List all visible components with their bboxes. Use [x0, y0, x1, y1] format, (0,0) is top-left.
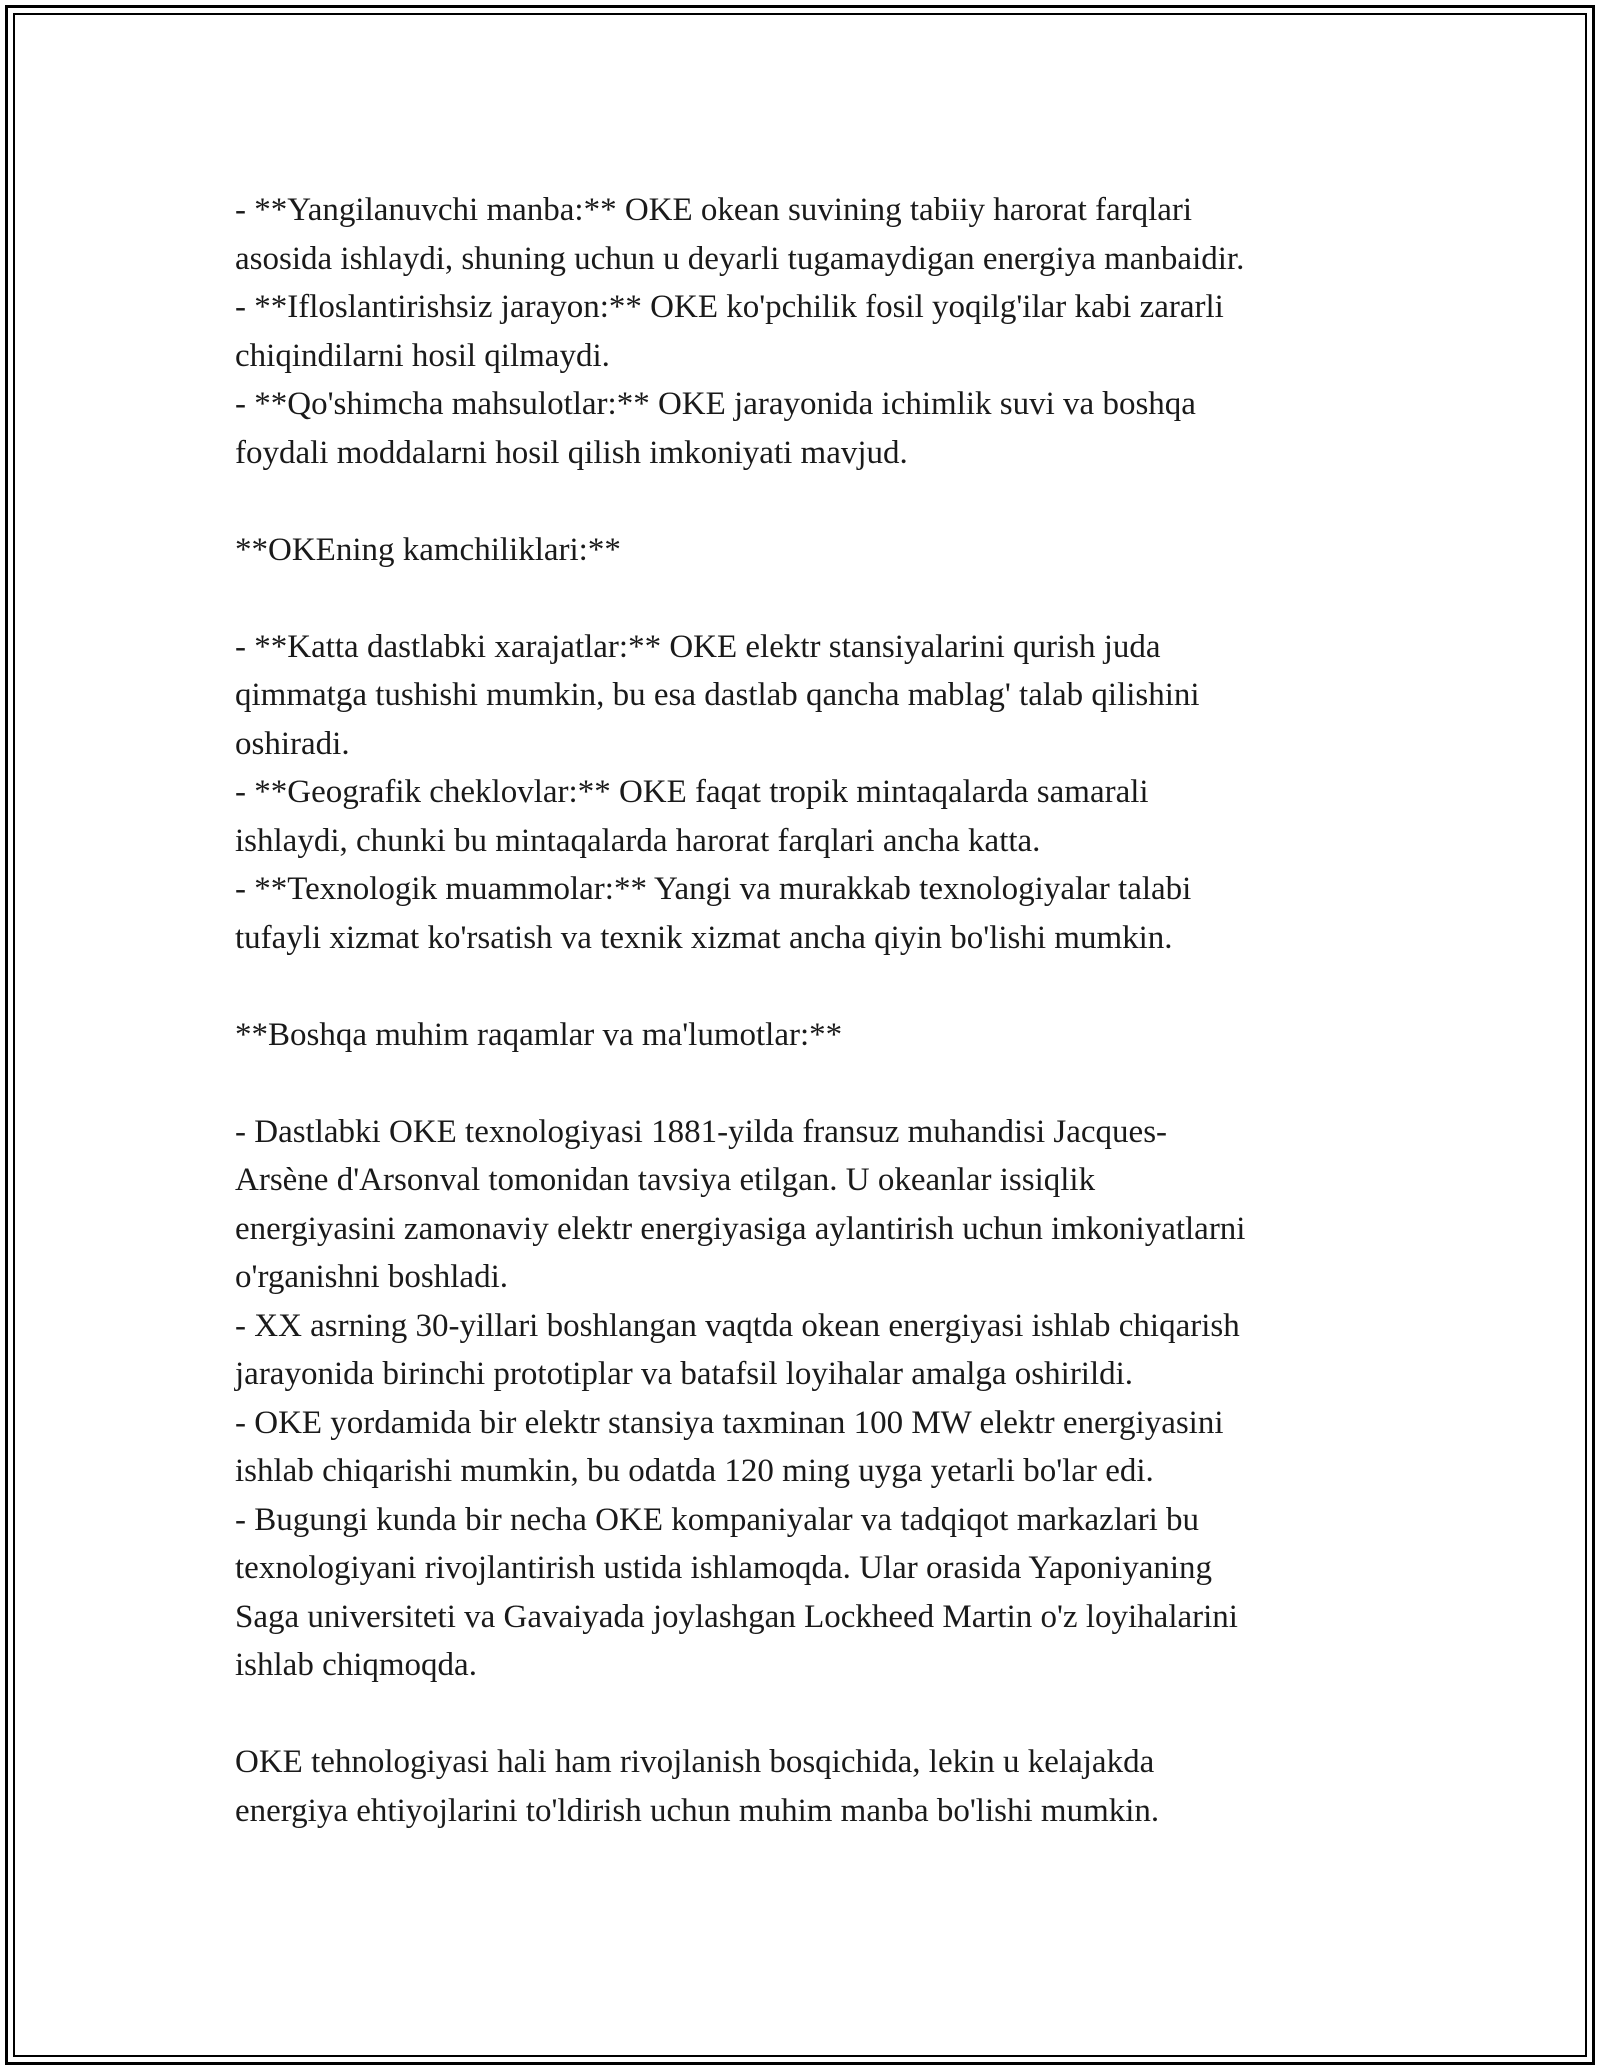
- text-line: Saga universiteti va Gavaiyada joylashgan Lockheed Martin o'z loyihalarini: [235, 1598, 1238, 1635]
- text-line: tufayli xizmat ko'rsatish va texnik xizmat ancha qiyin bo'lishi mumkin.: [235, 919, 1173, 956]
- section-heading: **Boshqa muhim raqamlar va ma'lumotlar:**: [235, 1016, 843, 1053]
- text-line: - Dastlabki OKE texnologiyasi 1881-yilda fransuz muhandisi Jacques-: [235, 1113, 1168, 1150]
- section-heading: **OKEning kamchiliklari:**: [235, 531, 621, 568]
- text-line: chiqindilarni hosil qilmaydi.: [235, 337, 610, 374]
- text-line: ishlaydi, chunki bu mintaqalarda harorat farqlari ancha katta.: [235, 822, 1041, 859]
- text-line: texnologiyani rivojlantirish ustida ishlamoqda. Ular orasida Yaponiyaning: [235, 1550, 1213, 1586]
- blank-line: [235, 962, 1385, 1011]
- text-line: o'rganishni boshladi.: [235, 1259, 508, 1295]
- text-line: asosida ishlaydi, shuning uchun u deyarli tugamaydigan energiya manbaidir.: [235, 240, 1245, 277]
- text-line: foydali moddalarni hosil qilish imkoniyati mavjud.: [235, 434, 908, 471]
- text-line: - **Geografik cheklovlar:** OKE faqat tropik mintaqalarda samarali: [235, 774, 1149, 810]
- blank-line: [235, 1690, 1385, 1739]
- text-line: - OKE yordamida bir elektr stansiya taxminan 100 MW elektr energiyasini: [235, 1404, 1224, 1441]
- text-line: oshiradi.: [235, 725, 350, 762]
- text-line: qimmatga tushishi mumkin, bu esa dastlab qancha mablag' talab qilishini: [235, 677, 1200, 713]
- document-body: [235, 186, 1385, 1835]
- text-line: Arsène d'Arsonval tomonidan tavsiya etilgan. U okeanlar issiqlik: [235, 1162, 1096, 1198]
- blank-line: [235, 477, 1385, 526]
- text-line: - **Ifloslantirishsiz jarayon:** OKE ko'pchilik fosil yoqilg'ilar kabi zararli: [235, 289, 1224, 325]
- text-line: ishlab chiqmoqda.: [235, 1647, 477, 1683]
- text-line: energiyasini zamonaviy elektr energiyasiga aylantirish uchun imkoniyatlarni: [235, 1210, 1246, 1247]
- text-line: OKE tehnologiyasi hali ham rivojlanish bosqichida, lekin u kelajakda: [235, 1744, 1155, 1780]
- text-line: - XX asrning 30-yillari boshlangan vaqtda okean energiyasi ishlab chiqarish: [235, 1307, 1240, 1344]
- text-line: - Bugungi kunda bir necha OKE kompaniyalar va tadqiqot markazlari bu: [235, 1501, 1200, 1538]
- text-line: - **Yangilanuvchi manba:** OKE okean suvining tabiiy harorat farqlari: [235, 192, 1193, 228]
- text-line: - **Texnologik muammolar:** Yangi va murakkab texnologiyalar talabi: [235, 871, 1192, 907]
- blank-line: [235, 574, 1385, 623]
- text-line: - **Katta dastlabki xarajatlar:** OKE elektr stansiyalarini qurish juda: [235, 628, 1161, 665]
- text-line: energiya ehtiyojlarini to'ldirish uchun muhim manba bo'lishi mumkin.: [235, 1792, 1160, 1829]
- text-line: ishlab chiqarishi mumkin, bu odatda 120 ming uyga yetarli bo'lar edi.: [235, 1453, 1154, 1489]
- text-line: - **Qo'shimcha mahsulotlar:** OKE jarayonida ichimlik suvi va boshqa: [235, 386, 1196, 422]
- text-line: jarayonida birinchi prototiplar va batafsil loyihalar amalga oshirildi.: [235, 1356, 1134, 1392]
- blank-line: [235, 1059, 1385, 1108]
